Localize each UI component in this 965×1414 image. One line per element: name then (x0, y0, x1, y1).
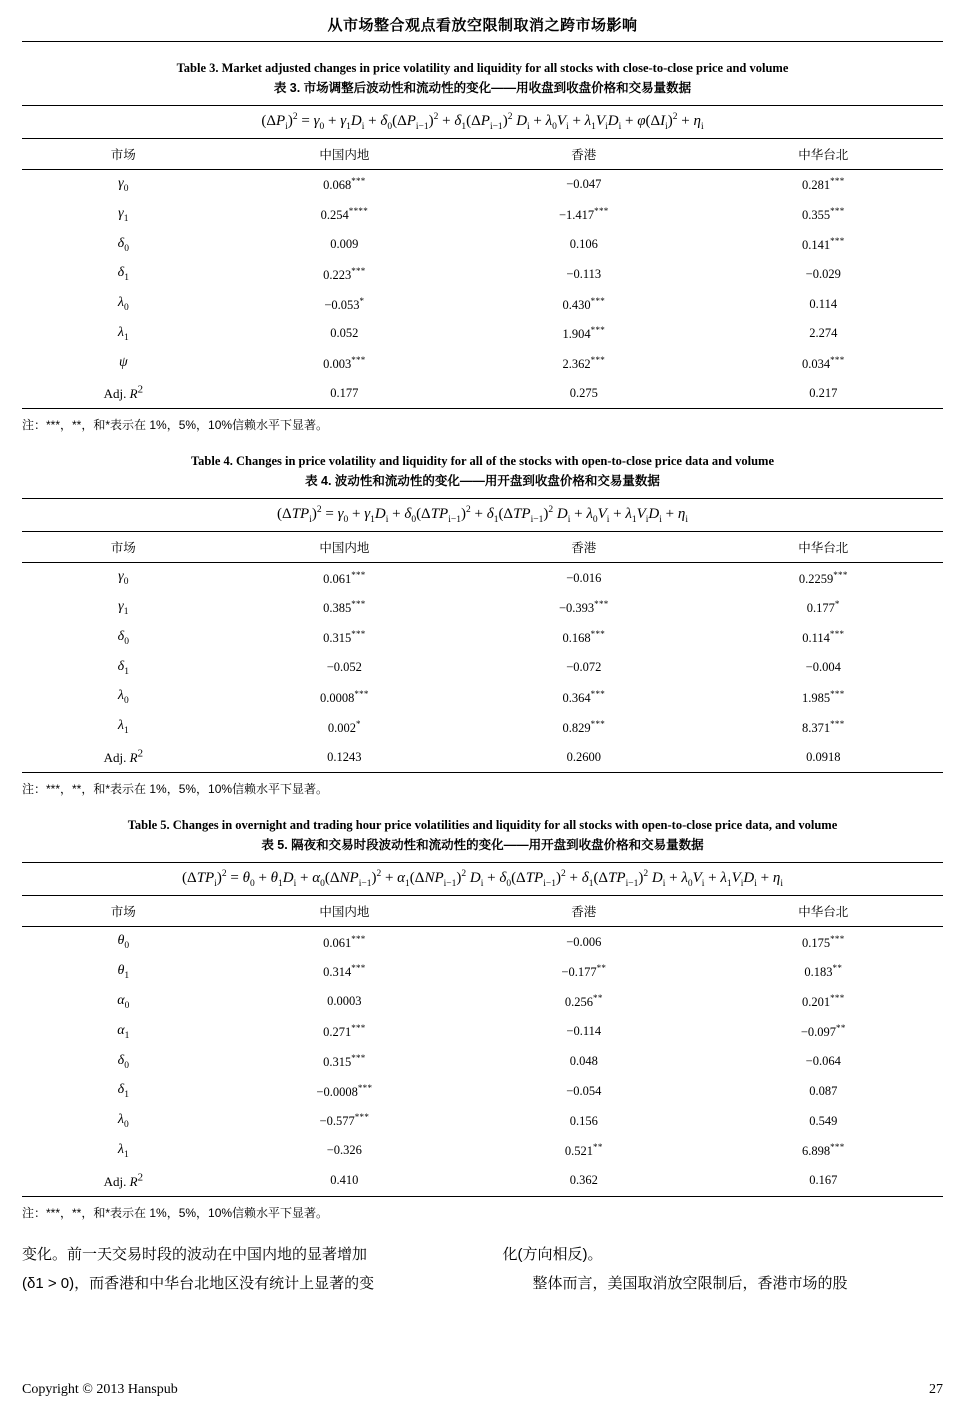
table3-col-1: 中国内地 (225, 139, 464, 170)
row-label: ψ (118, 355, 128, 371)
cell-value: 0.271*** (323, 1023, 366, 1040)
header-rule (22, 41, 943, 42)
table4-col-1: 中国内地 (225, 532, 464, 563)
table-row (22, 1106, 943, 1136)
cell-value: 0.061*** (225, 563, 464, 593)
cell-value: 0.003*** (323, 354, 366, 371)
running-head: 从市场整合观点看放空限制取消之跨市场影响 (327, 17, 638, 34)
cell-value: 0.355*** (801, 206, 845, 223)
body-column-right (503, 1241, 944, 1298)
cell-value: −1.417*** (558, 206, 609, 223)
row-label: $\delta_0$ (117, 1052, 129, 1071)
cell-value: −0.016 (464, 563, 703, 593)
cell-value: 0.183** (804, 963, 843, 980)
table5-title-cn: 表 5. 隔夜和交易时段波动性和流动性的变化——用开盘到收盘价格和交易量数据 (261, 838, 704, 853)
cell-value: −0.064 (805, 1053, 841, 1068)
table3-col-2: 香港 (464, 139, 703, 170)
row-label: $\lambda_1$ (117, 324, 129, 343)
cell-value: 0.141*** (801, 235, 845, 253)
cell-value: −0.006 (464, 927, 703, 957)
body-right-p1: 化(方向相反)。 (502, 1246, 603, 1264)
row-label: $\delta_1$ (117, 658, 129, 677)
cell-value: −0.054 (566, 1083, 602, 1098)
table-row (22, 1136, 943, 1166)
row-label: $\delta_0$ (117, 628, 129, 647)
row-label: $\theta_1$ (117, 963, 130, 981)
cell-value: −0.029 (805, 266, 841, 281)
table5-equation-row (22, 863, 943, 896)
table-row (22, 289, 943, 319)
cell-value: −0.047 (464, 170, 703, 200)
table-row (22, 563, 943, 593)
cell-value: −0.097** (800, 1023, 846, 1040)
table-row (22, 319, 943, 349)
table4-col-3: 中华台北 (704, 532, 943, 563)
cell-value: 0.281*** (704, 170, 943, 200)
body-column-left (22, 1241, 463, 1298)
cell-value: 0.256** (564, 993, 603, 1010)
cell-value: 0.156 (569, 1113, 598, 1128)
cell-value: 0.0003 (327, 994, 362, 1009)
body-left-p2: (δ1 > 0)，而香港和中华台北地区没有统计上显著的变 (22, 1274, 375, 1292)
table4-equation-row (22, 499, 943, 532)
cell-value: 0.410 (225, 1166, 464, 1197)
table-row (22, 230, 943, 260)
cell-value: 0.223*** (323, 265, 366, 282)
table3 (22, 105, 943, 409)
table-row (22, 259, 943, 289)
cell-value: 0.087 (809, 1083, 838, 1098)
body-left-p1: 变化。前一天交易时段的波动在中国内地的显著增加 (22, 1246, 368, 1264)
cell-value: 2.362*** (562, 354, 606, 371)
row-label: $\gamma_1$ (118, 205, 129, 224)
cell-value: 0.177 (225, 378, 464, 409)
row-label: $\delta_1$ (117, 1082, 129, 1101)
row-label: $\gamma_0$ (22, 170, 225, 200)
cell-value: 0.048 (569, 1053, 598, 1068)
cell-value: 0.314*** (323, 963, 366, 980)
table4-note: 注：***，**，和*表示在 1%，5%，10%信赖水平下显著。 (22, 782, 329, 797)
table4-title-cn: 表 4. 波动性和流动性的变化——用开盘到收盘价格和交易量数据 (305, 474, 660, 489)
table4-title-en: Table 4. Changes in price volatility and liquidity for all of the stocks with open-to-close price data and volume (190, 454, 774, 469)
cell-value: 0.362 (464, 1166, 703, 1197)
table-row (22, 1047, 943, 1077)
table5-col-2: 香港 (464, 896, 703, 927)
table5-col-1: 中国内地 (225, 896, 464, 927)
table3-title-cn: 表 3. 市场调整后波动性和流动性的变化——用收盘到收盘价格和交易量数据 (273, 80, 692, 95)
row-label: $\lambda_1$ (117, 718, 129, 737)
cell-value: −0.177** (561, 963, 607, 980)
table-row (22, 742, 943, 773)
cell-value: 0.009 (330, 236, 359, 251)
cell-value: 0.0918 (704, 742, 943, 773)
row-label: $\gamma_1$ (118, 599, 129, 617)
cell-value: −0.053* (324, 295, 365, 312)
table3-header-row (22, 139, 943, 170)
table4 (22, 498, 943, 773)
page-number: 27 (929, 1382, 943, 1397)
row-label: $\lambda_1$ (117, 1141, 129, 1160)
cell-value: 0.034*** (801, 354, 845, 371)
cell-value: 0.2600 (464, 742, 703, 773)
row-label: $\lambda_0$ (117, 688, 129, 707)
table-row (22, 712, 943, 742)
table4-header-row (22, 532, 943, 563)
table4-col-2: 香港 (464, 532, 703, 563)
cell-value: 0.315*** (323, 629, 366, 646)
row-label: $\lambda_0$ (117, 1112, 129, 1130)
row-label: $\alpha_1$ (117, 1022, 130, 1041)
table3-equation-row (22, 106, 943, 139)
row-label: Adj. $R^2$ (22, 742, 225, 773)
table-row (22, 1166, 943, 1197)
cell-value: 0.0008*** (319, 688, 369, 705)
copyright: Copyright © 2013 Hanspub (22, 1382, 178, 1397)
cell-value: 2.274 (809, 326, 838, 341)
cell-value: 0.061*** (225, 927, 464, 957)
row-label: $\delta_0$ (117, 235, 129, 254)
table3-body (22, 170, 943, 409)
table3-equation: $(\Delta P_i)^2 = \gamma_0 + \gamma_1D_i + \delta_0(\Delta P_{i-1})^2 + \delta_1(\Delta P_{i-1})^2$ $D_i + \lambda_0V_i + \lambda_1V_iD_i + \varphi(\Delta I_i)^2 + \eta_i$ (261, 112, 704, 132)
row-label: Adj. $R^2$ (22, 378, 225, 409)
cell-value: 0.275 (464, 378, 703, 409)
cell-value: −0.114 (566, 1024, 602, 1039)
table3-note: 注：***，**，和*表示在 1%，5%，10%信赖水平下显著。 (22, 418, 329, 433)
table-row (22, 200, 943, 230)
cell-value: 0.315*** (323, 1052, 366, 1070)
table4-equation: $(\Delta TP_i)^2 = \gamma_0 + \gamma_1D_i + \delta_0(\Delta TP_{i-1})^2 + \delta_1(\Delta TP_{i-1})^2$ $D_i + \lambda_0V_i + \lambda_1V_iD_i + \eta_i$ (277, 505, 688, 526)
table-row (22, 987, 943, 1017)
cell-value: 0.217 (704, 378, 943, 409)
cell-value: 0.168*** (562, 629, 606, 646)
table-row (22, 349, 943, 378)
table-row (22, 957, 943, 987)
cell-value: −0.0008*** (316, 1082, 373, 1099)
cell-value: 0.385*** (323, 599, 366, 616)
body-right-p2: 整体而言，美国取消放空限制后，香港市场的股 (532, 1274, 848, 1292)
cell-value: 0.175*** (704, 927, 943, 957)
table5-header-row (22, 896, 943, 927)
row-label: $\theta_0$ (22, 927, 225, 957)
table-row (22, 682, 943, 712)
cell-value: 1.985*** (801, 688, 845, 705)
table5-body (22, 927, 943, 1197)
cell-value: 0.114*** (802, 629, 845, 646)
cell-value: 0.521** (564, 1142, 603, 1159)
table3-col-0: 市场 (22, 139, 225, 170)
row-label: Adj. $R^2$ (22, 1166, 225, 1197)
cell-value: 0.254**** (320, 206, 368, 223)
cell-value: 8.371*** (801, 718, 845, 735)
table5-note: 注：***，**，和*表示在 1%，5%，10%信赖水平下显著。 (22, 1206, 329, 1221)
cell-value: 0.068*** (225, 170, 464, 200)
table-row (22, 653, 943, 683)
table-row (22, 1076, 943, 1106)
table5-col-0: 市场 (22, 896, 225, 927)
table4-body (22, 563, 943, 773)
table-row (22, 378, 943, 409)
table5 (22, 862, 943, 1197)
table-row (22, 593, 943, 623)
cell-value: 0.177* (806, 599, 840, 616)
cell-value: −0.004 (805, 660, 841, 675)
table3-col-3: 中华台北 (704, 139, 943, 170)
table5-col-3: 中华台北 (704, 896, 943, 927)
cell-value: 0.052 (330, 326, 359, 341)
table-row (22, 623, 943, 653)
cell-value: −0.393*** (558, 599, 609, 616)
table5-title-en: Table 5. Changes in overnight and trading hour price volatilities and liquidity for all stocks with open-to-close price data, and volume (127, 818, 838, 833)
cell-value: 0.829*** (562, 718, 606, 735)
row-label: $\lambda_0$ (117, 295, 129, 313)
cell-value: 0.201*** (801, 993, 845, 1010)
cell-value: −0.052 (326, 660, 362, 675)
cell-value: −0.577*** (319, 1112, 370, 1129)
cell-value: 0.114 (809, 296, 838, 311)
table-row (22, 1017, 943, 1047)
row-label: $\alpha_0$ (117, 992, 130, 1011)
cell-value: −0.113 (566, 266, 602, 281)
row-label: $\delta_1$ (117, 265, 129, 284)
table-row (22, 927, 943, 957)
table3-title-en: Table 3. Market adjusted changes in price volatility and liquidity for all stocks with close-to-close price and volume (176, 61, 789, 75)
cell-value: 1.904*** (562, 325, 606, 342)
cell-value: −0.326 (326, 1143, 362, 1158)
cell-value: −0.072 (566, 660, 602, 675)
table4-col-0: 市场 (22, 532, 225, 563)
cell-value: 0.430*** (562, 295, 606, 312)
page-footer (22, 1382, 943, 1398)
table-row (22, 170, 943, 200)
cell-value: 6.898*** (801, 1142, 845, 1159)
body-text (22, 1241, 943, 1298)
row-label: $\gamma_0$ (22, 563, 225, 593)
cell-value: 0.364*** (562, 688, 606, 705)
cell-value: 0.1243 (225, 742, 464, 773)
cell-value: 0.167 (704, 1166, 943, 1197)
table5-equation: $(\Delta TP_i)^2 = \theta_0 + \theta_1D_i + \alpha_0(\Delta NP_{i-1})^2 + \alpha_1(\Delta NP_{i-1})^2$ $D_i + \delta_0(\Delta TP_{i-1})^2 + \delta_1(\Delta TP_{i-1})^2$ $D_i + \lambda_0V_i + \lambda_1V_iD_i + \eta_i$ (182, 869, 783, 890)
cell-value: 0.106 (569, 236, 598, 251)
cell-value: 0.002* (327, 718, 361, 735)
cell-value: 0.549 (809, 1113, 838, 1128)
cell-value: 0.2259*** (704, 563, 943, 593)
